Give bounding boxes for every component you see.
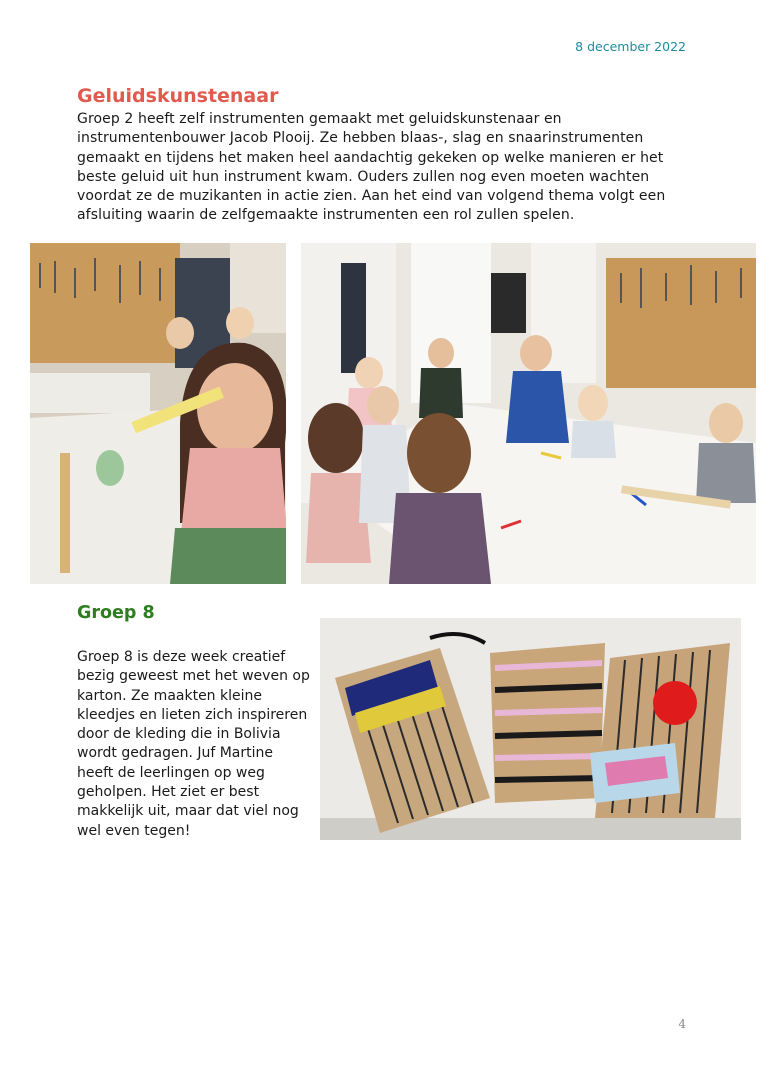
section-title-groep-8: Groep 8 [77,603,155,623]
section-title-geluidskunstenaar: Geluidskunstenaar [77,85,279,107]
photo-child-blowing-instrument [30,243,286,584]
section-body-groep-8: Groep 8 is deze week creatief bezig geweest met het weven op karton. Ze maakten kleine kleedjes en lieten zich inspireren door de kleding die in Bolivia wordt gedragen. Juf Martine heeft de leerlingen op weg geholpen. Het ziet er best makkelijk uit, maar dat viel nog wel even tegen! [77,649,310,839]
date-label: 8 december 2022 [575,39,686,54]
photo-weaving-cardboard [320,618,741,840]
page-number: 4 [678,1017,686,1031]
section-body-geluidskunstenaar: Groep 2 heeft zelf instrumenten gemaakt met geluidskunstenaar en instrumentenbouwer Jacob Plooij. Ze hebben blaas-, slag en snaarinstrumenten gemaakt en tijdens het maken heel aandachtig gekeken op welke manieren er het beste geluid uit hun instrument kwam. Ouders zullen nog even moeten wachten voordat ze de muzikanten in actie zien. Aan het eind van volgend thema volgt een afsluiting waarin de zelfgemaakte instrumenten een rol zullen spelen. [77,111,666,224]
photo-workshop-group [301,243,756,584]
